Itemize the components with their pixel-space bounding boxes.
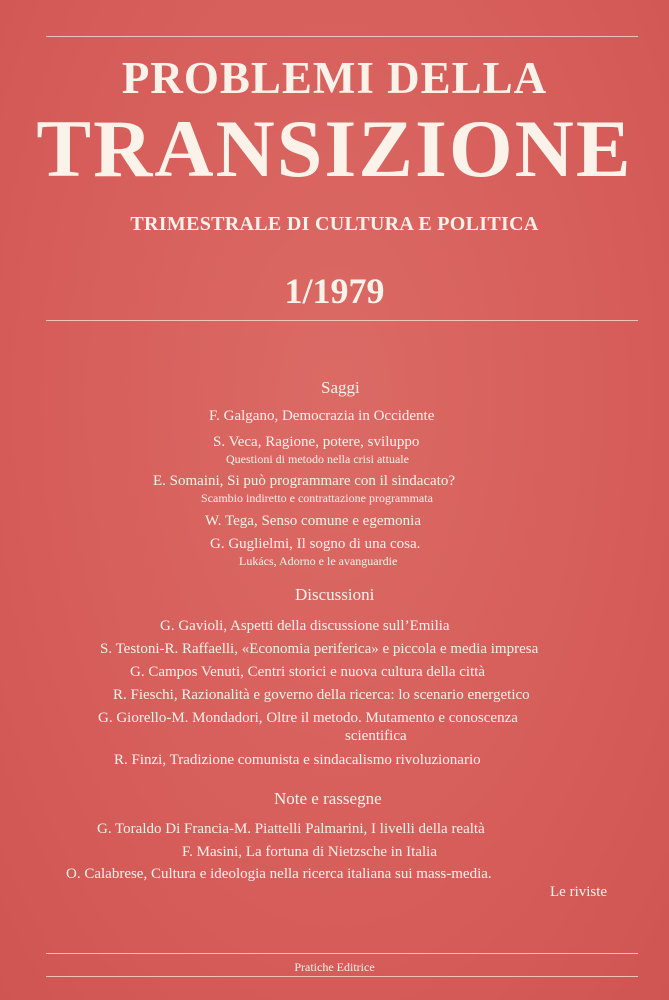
entry-title: Ragione, potere, sviluppo (265, 434, 420, 450)
note-entry-1 (97, 821, 485, 838)
saggi-entry-2-subtitle: Questioni di metodo nella crisi attuale (226, 452, 409, 466)
entry-author: G. Guglielmi, (210, 536, 293, 552)
section-title-saggi: Saggi (321, 378, 360, 397)
saggi-entry-1 (209, 408, 434, 425)
entry-title: I livelli della realtà (371, 821, 485, 837)
discussioni-entry-6 (114, 752, 481, 769)
discussioni-entry-2 (100, 641, 538, 658)
entry-title: Razionalità e governo della ricerca: lo scenario energetico (181, 687, 530, 703)
footer-bottom-rule (46, 976, 638, 977)
discussioni-entry-5-continuation: scientifica (345, 728, 407, 744)
entry-author: E. Somaini, (153, 473, 224, 489)
entry-author: S. Veca, (213, 434, 262, 450)
saggi-entry-4 (205, 513, 421, 530)
entry-title: Tradizione comunista e sindacalismo rivoluzionario (169, 752, 481, 768)
saggi-entry-2 (213, 434, 419, 451)
saggi-entry-5-subtitle: Lukács, Adorno e le avanguardie (239, 554, 398, 568)
entry-title: Centri storici e nuova cultura della città (247, 664, 486, 680)
section-title-discussioni: Discussioni (295, 585, 375, 604)
entry-title: Oltre il metodo. Mutamento e conoscenza (266, 710, 518, 726)
discussioni-entry-3 (130, 664, 485, 681)
note-entry-3-continuation: Le riviste (550, 884, 608, 900)
entry-title: «Economia periferica» e piccola e media impresa (241, 641, 539, 657)
entry-title: Cultura e ideologia nella ricerca italiana sui mass-media. (150, 866, 492, 882)
entry-title: Democrazia in Occidente (281, 408, 435, 424)
top-rule (46, 36, 638, 37)
note-entry-3 (66, 866, 492, 883)
entry-author: O. Calabrese, (66, 866, 148, 882)
discussioni-entry-5 (98, 710, 518, 727)
discussioni-entry-4 (113, 687, 530, 704)
discussioni-entry-1 (160, 618, 450, 635)
note-entry-2 (182, 844, 437, 861)
footer-top-rule (46, 953, 638, 954)
header-bottom-rule (46, 320, 638, 321)
entry-author: F. Masini, (182, 844, 243, 860)
section-title-note: Note e rassegne (274, 789, 382, 808)
title-line-1: PROBLEMI DELLA (121, 53, 548, 103)
entry-author: G. Toraldo Di Francia-M. Piattelli Palmarini, (97, 821, 368, 837)
saggi-entry-3-subtitle: Scambio indiretto e contrattazione programmata (201, 491, 433, 505)
entry-author: R. Finzi, (114, 752, 167, 768)
entry-author: W. Tega, (205, 513, 258, 529)
saggi-entry-5 (210, 536, 420, 553)
entry-title: Senso comune e egemonia (261, 513, 421, 529)
entry-title: Si può programmare con il sindacato? (227, 473, 456, 489)
publisher: Pratiche Editrice (294, 960, 375, 974)
entry-title: Aspetti della discussione sull’Emilia (230, 618, 450, 634)
entry-author: G. Gavioli, (160, 618, 228, 634)
entry-author: G. Giorello-M. Mondadori, (98, 710, 263, 726)
entry-author: G. Campos Venuti, (130, 664, 244, 680)
entry-author: R. Fieschi, (113, 687, 178, 703)
entry-author: S. Testoni-R. Raffaelli, (100, 641, 238, 657)
entry-title: Il sogno di una cosa. (296, 536, 421, 552)
issue-number: 1/1979 (284, 271, 385, 311)
entry-author: F. Galgano, (209, 408, 279, 424)
entry-title: La fortuna di Nietzsche in Italia (245, 844, 437, 860)
saggi-entry-3 (153, 473, 455, 490)
title-line-2: TRANSIZIONE (36, 103, 633, 194)
subtitle: TRIMESTRALE DI CULTURA E POLITICA (130, 213, 539, 235)
